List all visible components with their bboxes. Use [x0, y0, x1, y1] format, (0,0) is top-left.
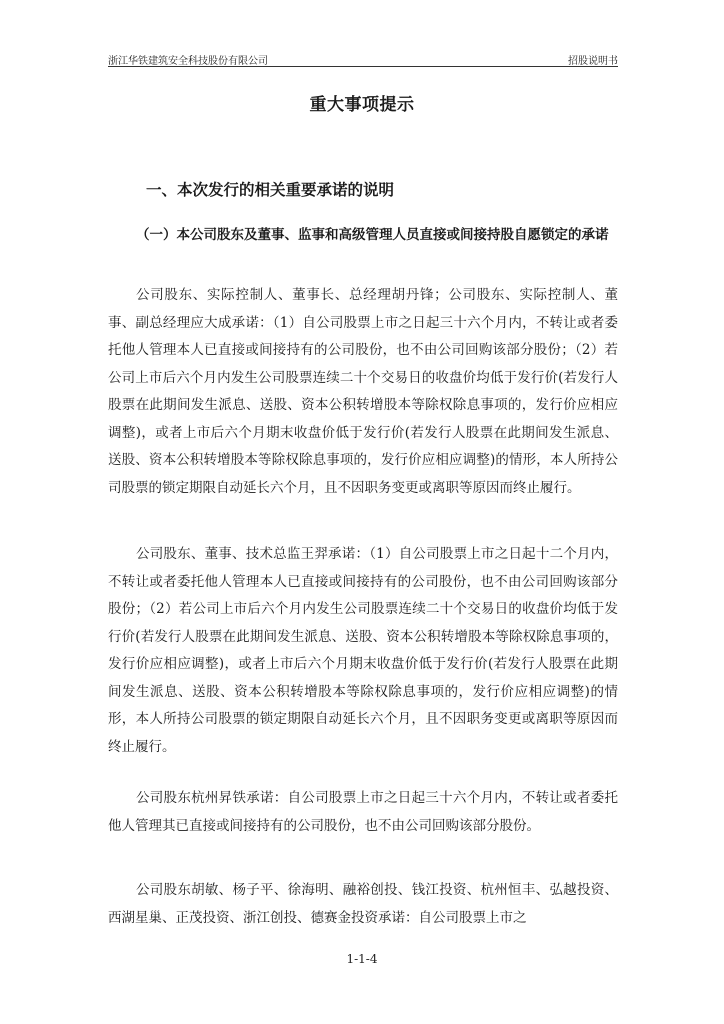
paragraph: 公司股东杭州昇铁承诺：自公司股票上市之日起三十六个月内，不转让或者委托他人管理其已直接或间接持有的公司股份，也不由公司回购该部分股份。 [108, 790, 618, 834]
page-title: 重大事项提示 [309, 95, 415, 115]
page-header [108, 52, 618, 66]
paragraph: 公司股东、实际控制人、董事长、总经理胡丹锋；公司股东、实际控制人、董事、副总经理应大成承诺：（1）自公司股票上市之日起三十六个月内，不转让或者委托他人管理本人已直接或间接持有的公司股份，也不由公司回购该部分股份；（2）若公司上市后六个月内发生公司股票连续二十个交易日的收盘价均低于发行价(若发行人股票在此期间发生派息、送股、资本公积转增股本等除权除息事项的，发行价应相应调整)，或者上市后六个月期末收盘价低于发行价(若发行人股票在此期间发生派息、送股、资本公积转增股本等除权除息事项的，发行价应相应调整)的情形，本人所持公司股票的锁定期限自动延长六个月，且不因职务变更或离职等原因而终止履行。 [108, 287, 618, 496]
subsection-heading: （一）本公司股东及董事、监事和高级管理人员直接或间接持股自愿锁定的承诺 [136, 227, 609, 243]
header-divider [108, 66, 618, 67]
header-company-name: 浙江华铁建筑安全科技股份有限公司 [108, 56, 268, 67]
header-document-type: 招股说明书 [568, 56, 618, 67]
section-heading: 一、本次发行的相关重要承诺的说明 [146, 181, 395, 199]
paragraph: 公司股东、董事、技术总监王羿承诺：（1）自公司股票上市之日起十二个月内，不转让或者委托他人管理本人已直接或间接持有的公司股份，也不由公司回购该部分股份；（2）若公司上市后六个月内发生公司股票连续二十个交易日的收盘价均低于发行价(若发行人股票在此期间发生派息、送股、资本公积转增股本等除权除息事项的，发行价应相应调整)，或者上市后六个月期末收盘价低于发行价(若发行人股票在此期间发生派息、送股、资本公积转增股本等除权除息事项的，发行价应相应调整)的情形，本人所持公司股票的锁定期限自动延长六个月，且不因职务变更或离职等原因而终止履行。 [108, 546, 618, 755]
paragraph: 公司股东胡敏、杨子平、徐海明、融裕创投、钱江投资、杭州恒丰、弘越投资、西湖星巢、正茂投资、浙江创投、德赛金投资承诺：自公司股票上市之 [108, 882, 618, 926]
page-number: 1-1-4 [346, 952, 378, 966]
